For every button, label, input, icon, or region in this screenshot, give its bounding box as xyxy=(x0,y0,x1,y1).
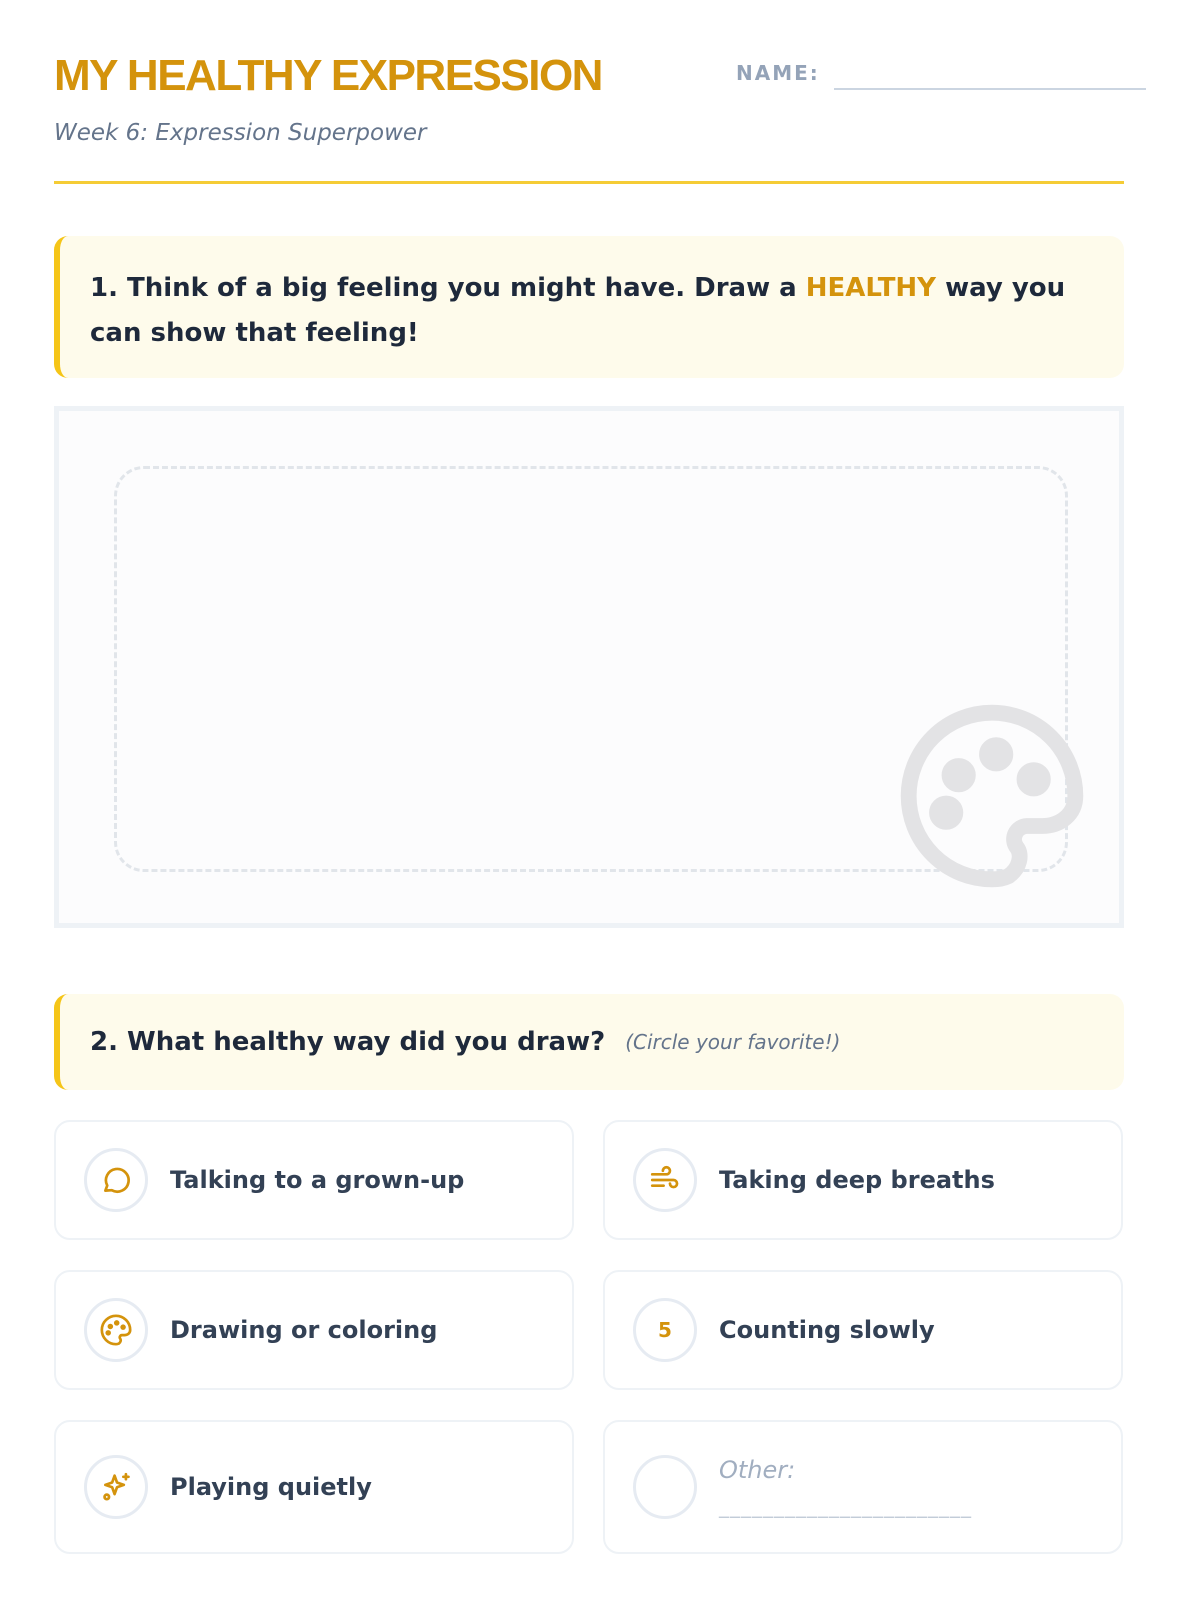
name-field[interactable] xyxy=(834,88,1146,90)
healthy-highlight: HEALTHY xyxy=(805,273,937,303)
option-drawing[interactable] xyxy=(54,1270,574,1390)
header-divider xyxy=(54,181,1124,184)
option-label: Taking deep breaths xyxy=(719,1166,995,1194)
option-talking[interactable] xyxy=(54,1120,574,1240)
other-blank-line[interactable]: _______________________ xyxy=(719,1494,972,1518)
option-circle[interactable] xyxy=(633,1455,697,1519)
wind-icon xyxy=(648,1163,682,1197)
number-five-icon: 5 xyxy=(658,1318,672,1342)
palette-icon xyxy=(99,1313,133,1347)
option-label: Playing quietly xyxy=(170,1473,372,1501)
option-circle[interactable] xyxy=(84,1298,148,1362)
page-subtitle: Week 6: Expression Superpower xyxy=(54,120,427,146)
option-label: Drawing or coloring xyxy=(170,1316,438,1344)
sparkles-icon xyxy=(99,1470,133,1504)
question-2-hint: (Circle your favorite!) xyxy=(625,1030,841,1054)
option-circle[interactable] xyxy=(633,1148,697,1212)
worksheet-header xyxy=(54,50,1124,110)
option-other[interactable] xyxy=(603,1420,1123,1554)
question-2-text: 2. What healthy way did you draw? xyxy=(90,1027,606,1057)
drawing-area[interactable] xyxy=(54,406,1124,928)
question-2-box xyxy=(54,994,1124,1090)
palette-icon xyxy=(892,696,1092,896)
option-circle[interactable] xyxy=(633,1298,697,1362)
option-label: Counting slowly xyxy=(719,1316,935,1344)
option-breathing[interactable] xyxy=(603,1120,1123,1240)
option-circle[interactable] xyxy=(84,1455,148,1519)
page-title: MY HEALTHY EXPRESSION xyxy=(54,51,602,100)
option-label: Talking to a grown-up xyxy=(170,1166,465,1194)
other-field[interactable] xyxy=(719,1456,972,1518)
question-1-box xyxy=(54,236,1124,378)
option-circle[interactable] xyxy=(84,1148,148,1212)
question-1-text: 1. Think of a big feeling you might have. Draw a HEALTHY way you can show that feeling! xyxy=(90,273,1066,348)
name-label: NAME: xyxy=(736,61,820,85)
speech-bubble-icon xyxy=(99,1163,133,1197)
option-counting[interactable] xyxy=(603,1270,1123,1390)
other-label: Other: xyxy=(719,1456,796,1484)
option-playing[interactable] xyxy=(54,1420,574,1554)
